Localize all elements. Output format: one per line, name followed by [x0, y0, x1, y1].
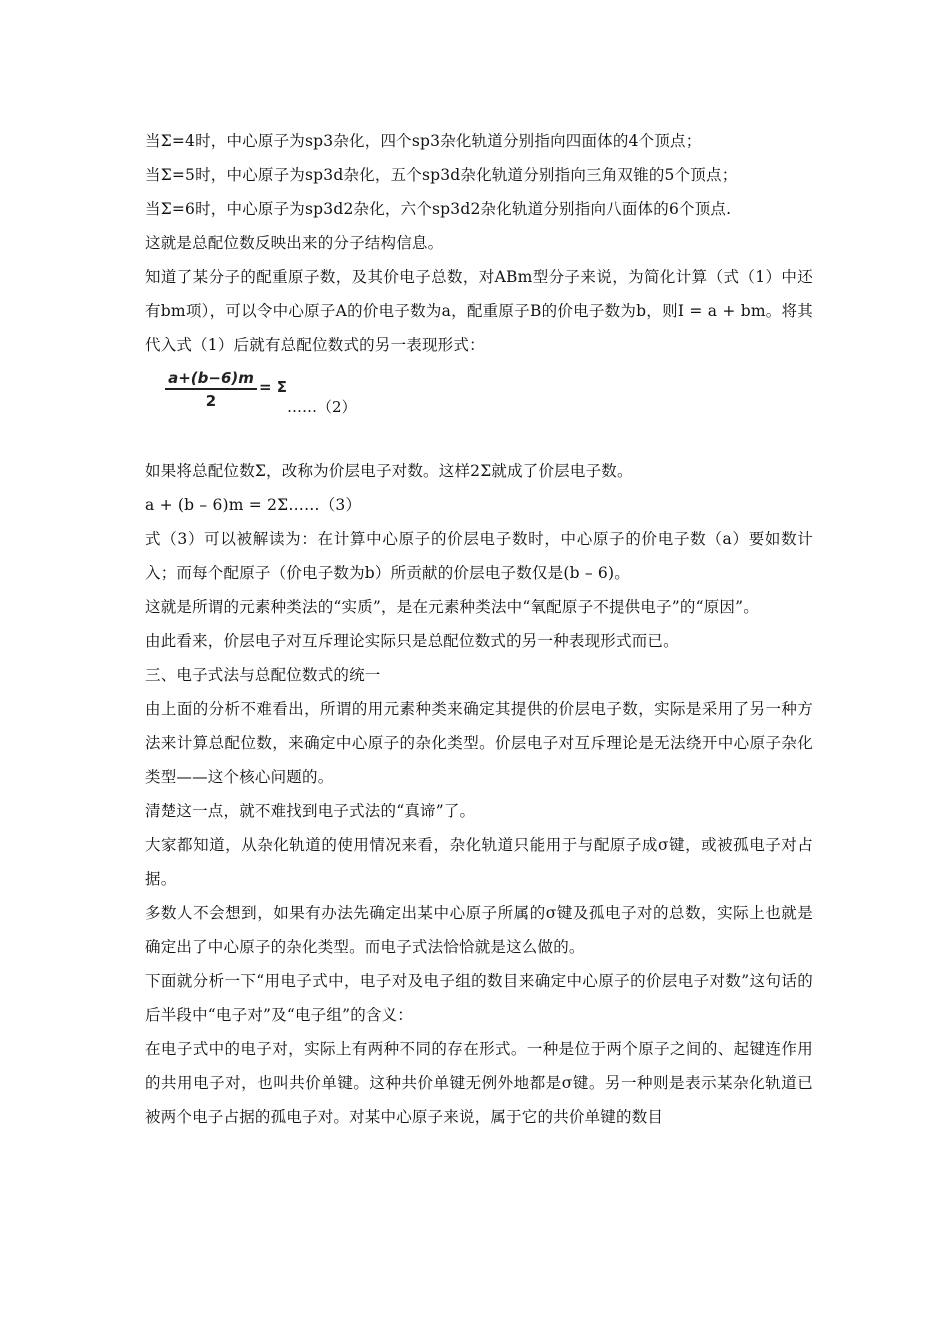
formula-2-rhs: = Σ — [259, 378, 288, 396]
paragraph-hybrid: 大家都知道，从杂化轨道的使用情况来看，杂化轨道只能用于与配原子成σ键，或被孤电子对占据。 — [145, 836, 813, 888]
text-line-sigma5: 当Σ=5时，中心原子为sp3d杂化，五个sp3d杂化轨道分别指向三角双锥的5个顶点； — [145, 166, 738, 184]
paragraph-analysis: 由上面的分析不难看出，所谓的用元素种类来确定其提供的价层电子数，实际是采用了另一种方法来计算总配位数，来确定中心原子的杂化类型。价层电子对互斥理论是无法绕开中心原子杂化类型——这个核心问题的。 — [145, 700, 813, 786]
text-line-structure-info: 这就是总配位数反映出来的分子结构信息。 — [145, 234, 444, 252]
paragraph-below: 下面就分析一下“用电子式中，电子对及电子组的数目来确定中心原子的价层电子对数”这句话的后半段中“电子对”及“电子组”的含义： — [145, 972, 813, 1024]
paragraph-conclusion: 由此看来，价层电子对互斥理论实际只是总配位数式的另一种表现形式而已。 — [145, 632, 679, 650]
formula-2-tag: ……（2） — [287, 398, 357, 416]
paragraph-after-formula: 如果将总配位数Σ，改称为价层电子对数。这样2Σ就成了价层电子数。 — [145, 462, 633, 480]
paragraph-last: 在电子式中的电子对，实际上有两种不同的存在形式。一种是位于两个原子之间的、起键连作用的共用电子对，也叫共价单键。这种共价单键无例外地都是σ键。另一种则是表示某杂化轨道已被两个电子占据的孤电子对。对某中心原子来说，属于它的共价单键的数目 — [145, 1040, 813, 1126]
document-page — [145, 124, 813, 1134]
formula-2-fraction — [165, 368, 257, 410]
formula-2-denominator: 2 — [205, 392, 217, 410]
formula-2 — [145, 366, 813, 438]
paragraph-essence: 这就是所谓的元素种类法的“实质”，是在元素种类法中“氧配原子不提供电子”的“原因”。 — [145, 598, 759, 616]
formula-3-line: a + (b – 6)m = 2Σ……（3） — [145, 496, 362, 514]
text-line-sigma4: 当Σ=4时，中心原子为sp3杂化，四个sp3杂化轨道分别指向四面体的4个顶点； — [145, 132, 702, 150]
paragraph-interpret: 式（3）可以被解读为：在计算中心原子的价层电子数时，中心原子的价电子数（a）要如数计入；而每个配原子（价电子数为b）所贡献的价层电子数仅是(b – 6)。 — [145, 530, 813, 582]
section-heading: 三、电子式法与总配位数式的统一 — [145, 666, 381, 684]
text-line-sigma6: 当Σ=6时，中心原子为sp3d2杂化，六个sp3d2杂化轨道分别指向八面体的6个顶点. — [145, 200, 732, 218]
paragraph-substitute: 知道了某分子的配重原子数，及其价电子总数，对ABm型分子来说，为简化计算（式（1）中还有bm项），可以令中心原子A的价电子数为a，配重原子B的价电子数为b，则I = a + bm。将其代入式（1）后就有总配位数式的另一表现形式： — [145, 268, 813, 354]
paragraph-most: 多数人不会想到，如果有办法先确定出某中心原子所属的σ键及孤电子对的总数，实际上也就是确定出了中心原子的杂化类型。而电子式法恰恰就是这么做的。 — [145, 904, 813, 956]
formula-2-numerator: a+(b−6)m — [165, 368, 257, 390]
paragraph-truth: 清楚这一点，就不难找到电子式法的“真谛”了。 — [145, 802, 476, 820]
